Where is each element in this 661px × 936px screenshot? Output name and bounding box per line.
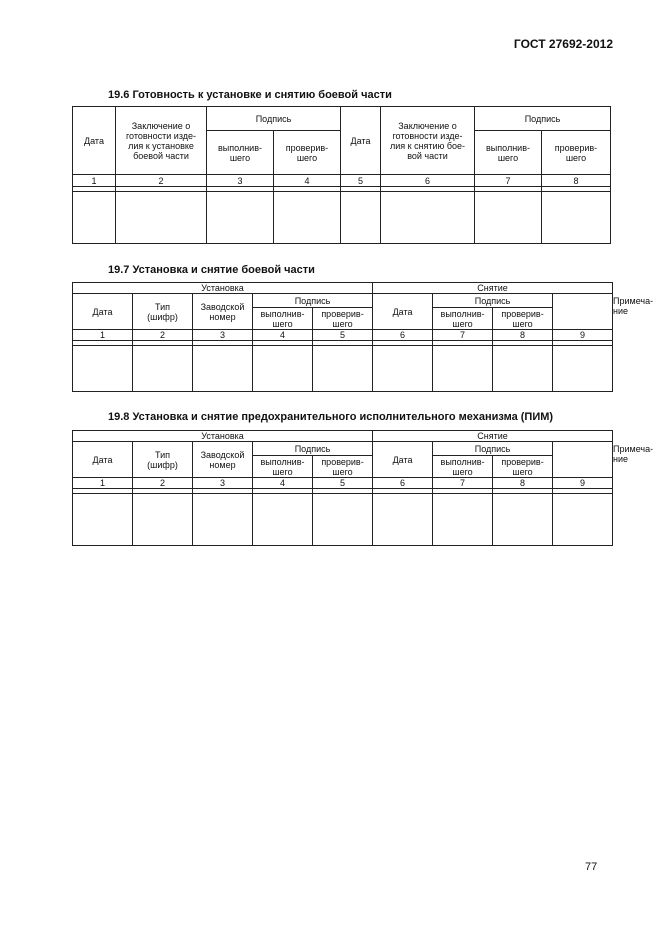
table-row	[73, 494, 613, 546]
col-checker: проверив- шего	[274, 131, 341, 175]
col-conclusion-remove: Заключение о готовности изде- лия к снятию бое- вой части	[381, 107, 475, 175]
col-date: Дата	[73, 294, 133, 330]
col-performer: выполнив- шего	[433, 308, 493, 330]
col-performer: выполнив- шего	[433, 456, 493, 478]
column-number: 4	[253, 330, 313, 341]
column-number: 3	[207, 175, 274, 187]
column-number: 9	[553, 330, 613, 341]
col-checker: проверив- шего	[493, 308, 553, 330]
page-number: 77	[585, 861, 598, 873]
column-number: 8	[493, 330, 553, 341]
col-performer: выполнив- шего	[253, 456, 313, 478]
col-signature: Подпись	[253, 442, 373, 456]
table-row	[73, 192, 611, 244]
group-remove: Снятие	[373, 431, 613, 442]
column-number: 8	[542, 175, 611, 187]
column-number: 7	[475, 175, 542, 187]
column-number: 4	[253, 478, 313, 489]
table-19-8: Установка Снятие Примеча- ние Дата Тип (шифр) Заводской номер Подпись Дата Подпись выполнив- шего проверив- шего выполнив- шего проверив- шего 1 2 3 4 5 6 7 8 9	[72, 430, 613, 546]
col-conclusion-install: Заключение о готовности изде- лия к установке боевой части	[116, 107, 207, 175]
group-install: Установка	[73, 283, 373, 294]
section-19-8-title: 19.8 Установка и снятие предохранительного исполнительного механизма (ПИМ)	[108, 411, 554, 423]
column-number: 5	[313, 330, 373, 341]
section-19-7-title: 19.7 Установка и снятие боевой части	[108, 264, 315, 276]
column-number: 4	[274, 175, 341, 187]
table-19-6	[72, 106, 611, 244]
column-number: 2	[133, 330, 193, 341]
col-serial: Заводской номер	[193, 442, 253, 478]
column-number: 2	[116, 175, 207, 187]
col-signature: Подпись	[253, 294, 373, 308]
column-number: 3	[193, 330, 253, 341]
table-row	[73, 346, 613, 392]
col-signature: Подпись	[207, 107, 341, 131]
col-date: Дата	[73, 442, 133, 478]
column-number: 1	[73, 175, 116, 187]
col-type: Тип (шифр)	[133, 442, 193, 478]
col-checker: проверив- шего	[542, 131, 611, 175]
col-performer: выполнив- шего	[207, 131, 274, 175]
col-serial: Заводской номер	[193, 294, 253, 330]
col-performer: выполнив- шего	[475, 131, 542, 175]
column-number: 5	[313, 478, 373, 489]
column-number: 6	[373, 330, 433, 341]
column-number: 7	[433, 478, 493, 489]
col-signature: Подпись	[475, 107, 611, 131]
column-number: 8	[493, 478, 553, 489]
column-number: 2	[133, 478, 193, 489]
col-type: Тип (шифр)	[133, 294, 193, 330]
column-number: 6	[373, 478, 433, 489]
column-number: 9	[553, 478, 613, 489]
col-date: Дата	[341, 107, 381, 175]
section-19-6-title: 19.6 Готовность к установке и снятию боевой части	[108, 89, 392, 101]
group-remove: Снятие	[373, 283, 613, 294]
col-date: Дата	[373, 442, 433, 478]
table-19-7: Установка Снятие Примеча- ние Дата Тип (шифр) Заводской номер Подпись Дата Подпись выполнив- шего проверив- шего выполнив- шего проверив- шего 1 2 3 4 5 6 7 8 9	[72, 282, 613, 392]
col-checker: проверив- шего	[313, 308, 373, 330]
column-number: 3	[193, 478, 253, 489]
col-date: Дата	[373, 294, 433, 330]
col-checker: проверив- шего	[493, 456, 553, 478]
col-performer: выполнив- шего	[253, 308, 313, 330]
col-signature: Подпись	[433, 294, 553, 308]
column-number: 1	[73, 478, 133, 489]
column-number: 5	[341, 175, 381, 187]
column-number: 6	[381, 175, 475, 187]
standard-header: ГОСТ 27692-2012	[513, 37, 613, 51]
col-checker: проверив- шего	[313, 456, 373, 478]
group-install: Установка	[73, 431, 373, 442]
column-number: 7	[433, 330, 493, 341]
col-date: Дата	[73, 107, 116, 175]
column-number: 1	[73, 330, 133, 341]
col-signature: Подпись	[433, 442, 553, 456]
